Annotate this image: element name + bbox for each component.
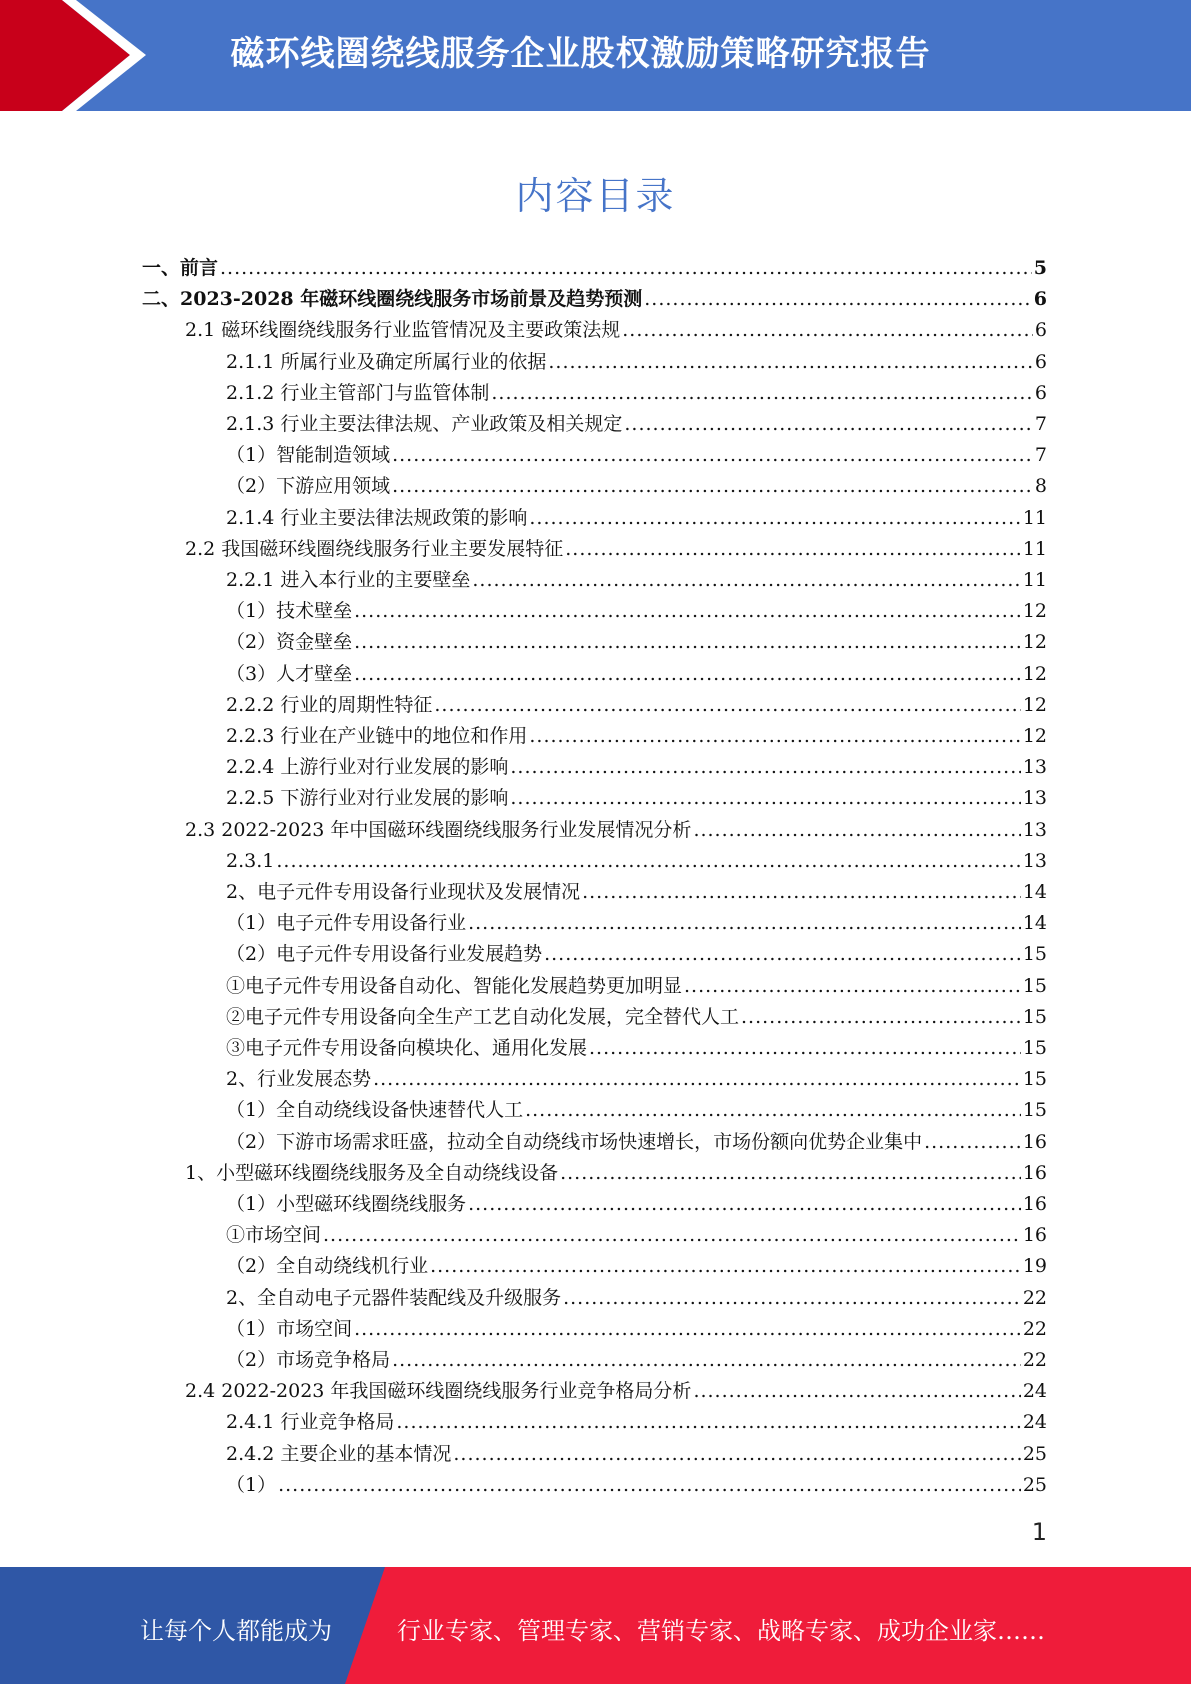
toc-entry[interactable]: [226, 690, 1047, 721]
toc-leader-dots: [453, 1439, 1020, 1470]
toc-entry-label: 1、小型磁环线圈绕线服务及全自动绕线设备: [185, 1161, 559, 1184]
toc-entry-page: 15: [1022, 943, 1047, 966]
toc-entry[interactable]: [185, 534, 1047, 565]
toc-leader-dots: [563, 1283, 1021, 1314]
toc-entry-label: 2.2 我国磁环线圈绕线服务行业主要发展特征: [185, 537, 564, 560]
toc-entry-page: 11: [1022, 537, 1047, 560]
toc-entry-label: 2.2.2 行业的周期性特征: [226, 693, 433, 716]
toc-entry-page: 6: [1034, 350, 1047, 373]
toc-entry-label: （1）全自动绕线设备快速替代人工: [226, 1099, 524, 1122]
toc-leader-dots: [434, 690, 1020, 721]
toc-entry[interactable]: [226, 1220, 1047, 1251]
header-banner: [0, 0, 1191, 111]
toc-leader-dots: [276, 846, 1020, 877]
toc-entry[interactable]: [226, 378, 1047, 409]
toc-leader-dots: [741, 1002, 1021, 1033]
toc-entry[interactable]: [226, 721, 1047, 752]
toc-entry-label: 一、前言: [142, 257, 219, 279]
toc-entry-label: 2.3 2022-2023 年中国磁环线圈绕线服务行业发展情况分析: [185, 818, 692, 841]
toc-leader-dots: [354, 627, 1021, 658]
toc-leader-dots: [548, 347, 1033, 378]
toc-leader-dots: [354, 596, 1021, 627]
toc-entry-page: 25: [1022, 1442, 1047, 1465]
toc-entry[interactable]: [185, 1158, 1047, 1189]
toc-entry-label: （1）智能制造领域: [226, 444, 391, 467]
toc-leader-dots: [544, 939, 1021, 970]
toc-entry-label: 2.2.4 上游行业对行业发展的影响: [226, 756, 509, 779]
toc-entry-page: 24: [1022, 1380, 1047, 1403]
page-number: 1: [1031, 1518, 1047, 1546]
toc-entry-page: 12: [1022, 725, 1047, 747]
toc-entry-label: （1）小型磁环线圈绕线服务: [226, 1193, 467, 1215]
toc-entry[interactable]: [185, 815, 1047, 846]
toc-leader-dots: [354, 659, 1021, 690]
toc-leader-dots: [622, 315, 1033, 346]
toc-entry-page: 15: [1022, 1099, 1047, 1122]
toc-entry-page: 16: [1022, 1193, 1047, 1215]
toc-entry-label: （2）资金壁垒: [226, 631, 353, 654]
toc-entry[interactable]: [226, 1439, 1047, 1470]
toc-leader-dots: [392, 440, 1033, 471]
toc-entry-page: 12: [1022, 693, 1047, 716]
toc-entry[interactable]: [226, 347, 1047, 378]
toc-entry[interactable]: [226, 471, 1047, 502]
toc-leader-dots: [430, 1251, 1021, 1282]
toc-leader-dots: [693, 815, 1020, 846]
toc-leader-dots: [693, 1376, 1020, 1407]
toc-entry[interactable]: [226, 752, 1047, 783]
toc-leader-dots: [354, 1314, 1021, 1345]
toc-entry[interactable]: [226, 939, 1047, 970]
toc-leader-dots: [924, 1127, 1021, 1158]
footer-banner: [0, 1567, 1191, 1684]
toc-leader-dots: [392, 471, 1033, 502]
toc-entry-label: （2）下游应用领域: [226, 475, 391, 498]
toc-entry[interactable]: [142, 284, 1047, 315]
toc-entry-label: 2.4.1 行业竞争格局: [226, 1411, 395, 1434]
toc-entry[interactable]: [226, 1314, 1047, 1345]
toc-entry[interactable]: [226, 846, 1047, 877]
toc-entry-page: 14: [1022, 912, 1047, 935]
toc-entry-page: 16: [1022, 1224, 1047, 1247]
toc-leader-dots: [560, 1158, 1021, 1189]
toc-entry-page: 12: [1022, 631, 1047, 654]
toc-entry[interactable]: [226, 627, 1047, 658]
toc-entry-label: （1）市场空间: [226, 1317, 353, 1340]
toc-entry-label: 2、电子元件专用设备行业现状及发展情况: [226, 881, 581, 903]
toc-entry[interactable]: [226, 1251, 1047, 1282]
toc-entry-label: ③电子元件专用设备向模块化、通用化发展: [226, 1037, 588, 1059]
toc-entry[interactable]: [226, 1002, 1047, 1033]
toc-entry-page: 19: [1022, 1255, 1047, 1278]
toc-entry[interactable]: [226, 1189, 1047, 1220]
toc-entry[interactable]: [226, 1283, 1047, 1314]
toc-entry[interactable]: [226, 1064, 1047, 1095]
toc-leader-dots: [582, 877, 1021, 908]
toc-entry-page: 5: [1033, 257, 1047, 279]
toc-entry-page: 12: [1022, 600, 1047, 623]
toc-entry-page: 25: [1022, 1473, 1047, 1496]
toc-entry-label: 2.4 2022-2023 年我国磁环线圈绕线服务行业竞争格局分析: [185, 1380, 692, 1403]
toc-entry-label: 2.1.1 所属行业及确定所属行业的依据: [226, 350, 547, 373]
toc-entry-label: （1）: [226, 1473, 277, 1496]
toc-entry-label: ①电子元件专用设备自动化、智能化发展趋势更加明显: [226, 974, 683, 997]
toc-entry-label: （3）人才壁垒: [226, 662, 353, 685]
toc-leader-dots: [589, 1033, 1021, 1064]
toc-leader-dots: [468, 1189, 1021, 1220]
toc-entry[interactable]: [226, 783, 1047, 814]
toc-entry[interactable]: [226, 440, 1047, 471]
toc-entry[interactable]: [185, 1376, 1047, 1407]
toc-entry-label: 2.2.5 下游行业对行业发展的影响: [226, 787, 509, 810]
toc-entry-page: 11: [1022, 506, 1047, 529]
toc-entry[interactable]: [226, 409, 1047, 440]
toc-leader-dots: [220, 253, 1032, 284]
toc-entry-label: ②电子元件专用设备向全生产工艺自动化发展，完全替代人工: [226, 1005, 740, 1028]
toc-leader-dots: [529, 503, 1020, 534]
toc-entry-page: 13: [1022, 818, 1047, 841]
toc-leader-dots: [510, 783, 1020, 814]
toc-entry[interactable]: [226, 908, 1047, 939]
toc-entry-label: （2）电子元件专用设备行业发展趋势: [226, 943, 543, 966]
toc-entry[interactable]: [226, 1033, 1047, 1064]
toc-entry-page: 16: [1022, 1161, 1047, 1184]
toc-entry-label: （1）技术壁垒: [226, 600, 353, 623]
toc-entry-label: 2.3.1: [226, 849, 275, 872]
toc-entry-label: 2、行业发展态势: [226, 1068, 372, 1091]
toc-entry-page: 12: [1022, 662, 1047, 685]
toc-entry-page: 6: [1034, 319, 1047, 342]
toc-entry[interactable]: [226, 565, 1047, 596]
toc-leader-dots: [684, 971, 1021, 1002]
toc-entry-page: 22: [1022, 1317, 1047, 1340]
toc-entry-page: 15: [1022, 1037, 1047, 1059]
toc-entry-page: 22: [1022, 1349, 1047, 1371]
toc-entry[interactable]: [226, 596, 1047, 627]
toc-leader-dots: [510, 752, 1020, 783]
toc-entry-page: 6: [1034, 381, 1047, 404]
toc-entry[interactable]: [226, 1407, 1047, 1438]
toc-entry-label: 2.4.2 主要企业的基本情况: [226, 1442, 452, 1465]
toc-entry-page: 7: [1034, 444, 1047, 467]
report-title: 磁环线圈绕线服务企业股权激励策略研究报告: [230, 34, 931, 74]
toc-entry-page: 13: [1022, 787, 1047, 810]
toc-entry-label: 2.2.1 进入本行业的主要壁垒: [226, 569, 471, 591]
toc-entry-page: 15: [1022, 974, 1047, 997]
toc-entry-label: 二、2023-2028 年磁环线圈绕线服务市场前景及趋势预测: [142, 288, 643, 311]
toc-entry-label: 2.1.2 行业主管部门与监管体制: [226, 381, 490, 404]
toc-leader-dots: [624, 409, 1033, 440]
toc-entry-label: （2）下游市场需求旺盛，拉动全自动绕线市场快速增长，市场份额向优势企业集中: [226, 1130, 923, 1153]
toc-leader-dots: [565, 534, 1021, 565]
toc-entry[interactable]: [142, 253, 1047, 284]
toc-leader-dots: [278, 1470, 1021, 1501]
toc-entry[interactable]: [226, 1095, 1047, 1126]
toc-entry-page: 13: [1022, 849, 1047, 872]
toc-entry-page: 6: [1033, 288, 1047, 311]
toc-entry-page: 7: [1034, 413, 1047, 435]
toc-entry[interactable]: [226, 971, 1047, 1002]
toc-entry[interactable]: [226, 877, 1047, 908]
footer-slogan-left: 让每个人都能成为: [140, 1617, 332, 1645]
toc-entry-label: （2）全自动绕线机行业: [226, 1255, 429, 1278]
toc-entry-page: 14: [1022, 881, 1047, 903]
toc-entry-page: 15: [1022, 1005, 1047, 1028]
toc-entry-label: ①市场空间: [226, 1224, 322, 1247]
toc-entry-label: 2.1 磁环线圈绕线服务行业监管情况及主要政策法规: [185, 319, 621, 342]
toc-entry-page: 22: [1022, 1286, 1047, 1309]
toc-entry-page: 11: [1022, 569, 1047, 591]
toc-entry-page: 8: [1034, 475, 1047, 498]
toc-entry[interactable]: [226, 659, 1047, 690]
toc-leader-dots: [472, 565, 1020, 596]
toc-entry-page: 13: [1022, 756, 1047, 779]
toc-leader-dots: [392, 1345, 1021, 1376]
toc-entry-label: 2、全自动电子元器件装配线及升级服务: [226, 1286, 562, 1309]
toc-entry[interactable]: [226, 1127, 1047, 1158]
toc-entry[interactable]: [226, 1470, 1047, 1501]
toc-entry-label: （1）电子元件专用设备行业: [226, 912, 467, 935]
toc-entry-page: 15: [1022, 1068, 1047, 1091]
toc-entry-label: （2）市场竞争格局: [226, 1349, 391, 1371]
toc-entry[interactable]: [226, 503, 1047, 534]
toc-leader-dots: [373, 1064, 1021, 1095]
toc-entry[interactable]: [226, 1345, 1047, 1376]
toc-entry-label: 2.1.4 行业主要法律法规政策的影响: [226, 506, 528, 529]
toc-entry-label: 2.2.3 行业在产业链中的地位和作用: [226, 725, 528, 747]
toc-entry-page: 16: [1022, 1130, 1047, 1153]
toc-leader-dots: [396, 1407, 1020, 1438]
toc-entry[interactable]: [185, 315, 1047, 346]
toc-leader-dots: [491, 378, 1033, 409]
toc-leader-dots: [468, 908, 1021, 939]
toc-leader-dots: [525, 1095, 1021, 1126]
chevron-arrow-icon: [0, 0, 160, 111]
toc-leader-dots: [529, 721, 1020, 752]
toc-heading: 内容目录: [515, 174, 676, 218]
toc-leader-dots: [323, 1220, 1021, 1251]
footer-slogan-right: 行业专家、管理专家、营销专家、战略专家、成功企业家……: [397, 1617, 1045, 1645]
toc-entry-page: 24: [1022, 1411, 1047, 1434]
toc-leader-dots: [644, 284, 1032, 315]
toc-entry-label: 2.1.3 行业主要法律法规、产业政策及相关规定: [226, 413, 623, 435]
